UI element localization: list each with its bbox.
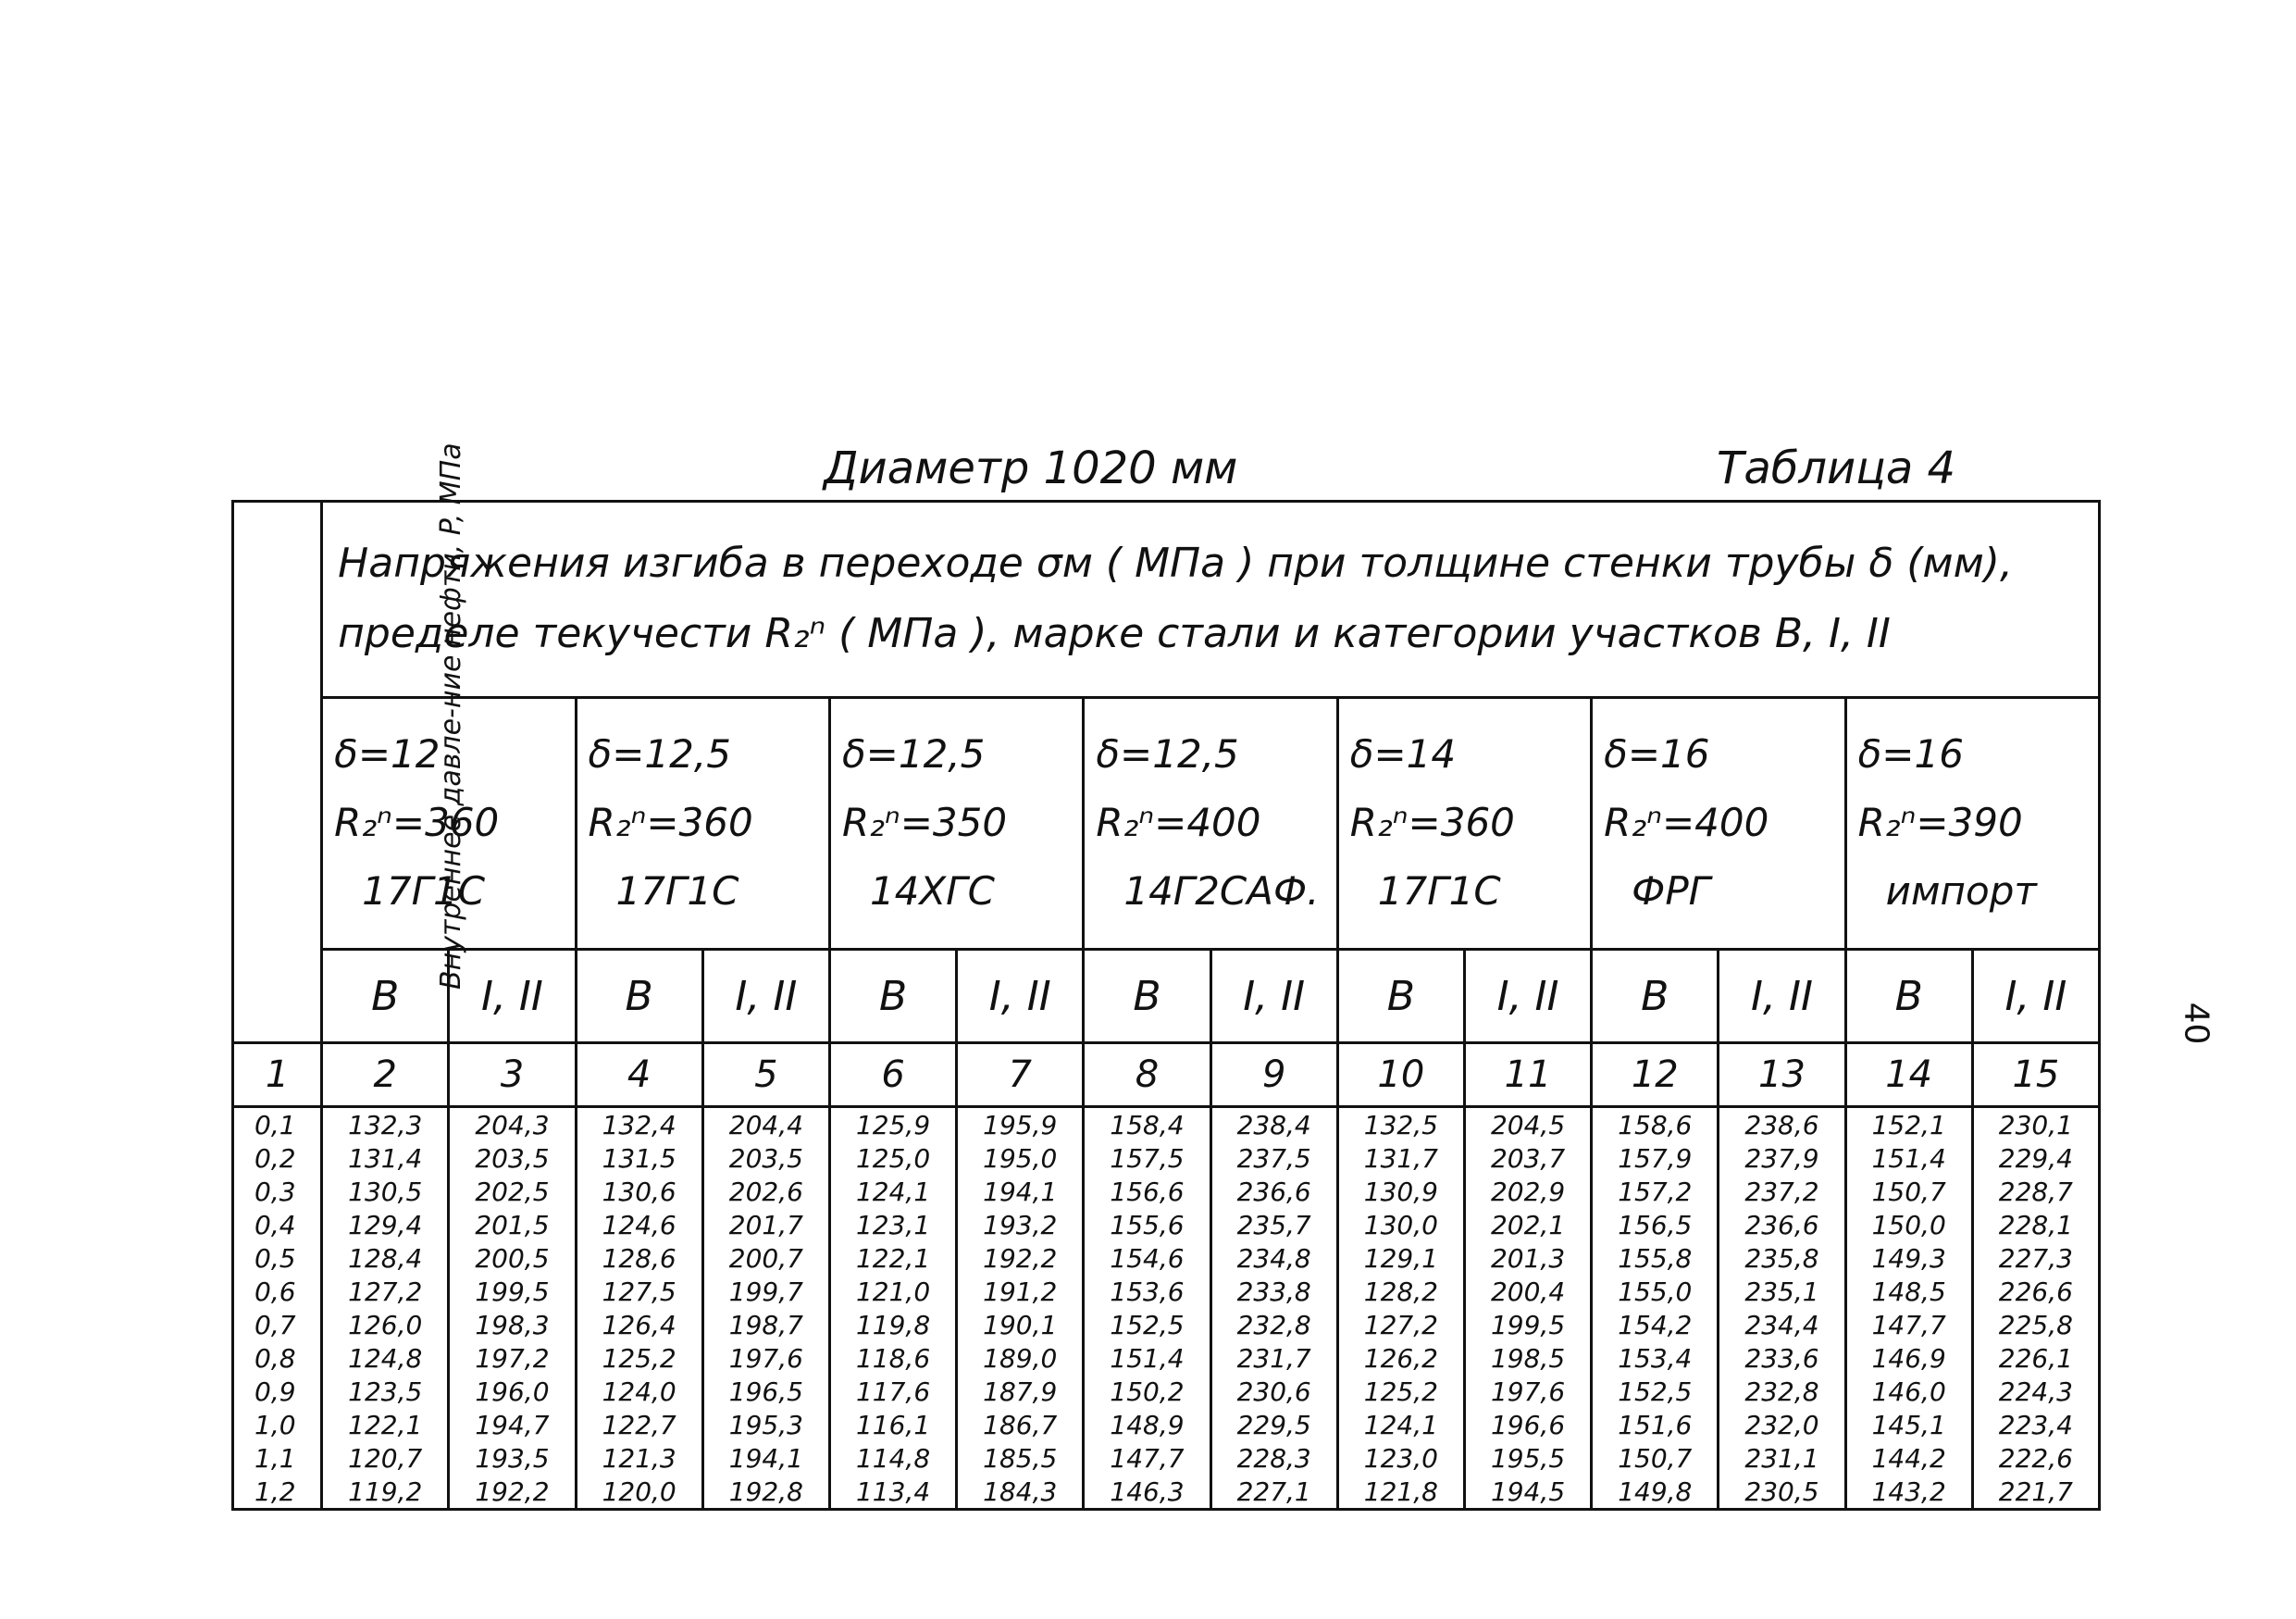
stress-value-cell: 186,7 xyxy=(957,1408,1084,1441)
stress-value-cell: 143,2 xyxy=(1845,1475,1972,1510)
stress-value-cell: 150,0 xyxy=(1845,1208,1972,1241)
stress-value-cell: 148,5 xyxy=(1845,1275,1972,1308)
stress-value-cell: 235,1 xyxy=(1719,1275,1845,1308)
stress-value-cell: 158,6 xyxy=(1592,1107,1719,1142)
column-number: 5 xyxy=(702,1043,829,1107)
stress-value-cell: 228,1 xyxy=(1972,1208,2099,1241)
category-header: I, II xyxy=(957,950,1084,1043)
stress-value-cell: 199,5 xyxy=(449,1275,576,1308)
stress-value-cell: 231,1 xyxy=(1719,1441,1845,1475)
stress-value-cell: 198,5 xyxy=(1464,1341,1591,1375)
stress-value-cell: 237,5 xyxy=(1210,1141,1337,1175)
stress-value-cell: 129,1 xyxy=(1337,1241,1464,1275)
stress-value-cell: 154,2 xyxy=(1592,1308,1719,1341)
stress-value-cell: 232,8 xyxy=(1719,1375,1845,1408)
stress-value-cell: 189,0 xyxy=(957,1341,1084,1375)
stress-value-cell: 233,8 xyxy=(1210,1275,1337,1308)
table-row xyxy=(233,1141,2100,1175)
pressure-cell: 1,1 xyxy=(233,1441,322,1475)
stress-value-cell: 128,6 xyxy=(576,1241,702,1275)
stress-value-cell: 203,5 xyxy=(449,1141,576,1175)
stress-value-cell: 122,7 xyxy=(576,1408,702,1441)
column-number: 2 xyxy=(322,1043,449,1107)
group-header xyxy=(1337,697,1591,949)
stress-value-cell: 152,5 xyxy=(1084,1308,1210,1341)
stress-value-cell: 113,4 xyxy=(829,1475,956,1510)
stress-value-cell: 124,1 xyxy=(829,1175,956,1208)
table-row xyxy=(233,1308,2100,1341)
category-header: В xyxy=(1845,950,1972,1043)
column-number: 11 xyxy=(1464,1043,1591,1107)
table-row xyxy=(233,1408,2100,1441)
column-number: 13 xyxy=(1719,1043,1845,1107)
column-number: 14 xyxy=(1845,1043,1972,1107)
group-header xyxy=(1845,697,2099,949)
stress-value-cell: 144,2 xyxy=(1845,1441,1972,1475)
stress-value-cell: 199,7 xyxy=(702,1275,829,1308)
column-number: 6 xyxy=(829,1043,956,1107)
group-steel-grade: ФРГ xyxy=(1632,868,1711,915)
stress-value-cell: 151,4 xyxy=(1084,1341,1210,1375)
stress-value-cell: 157,2 xyxy=(1592,1175,1719,1208)
group-steel-grade: 14Г2САФ. xyxy=(1123,868,1320,915)
stress-value-cell: 230,6 xyxy=(1210,1375,1337,1408)
stress-value-cell: 238,6 xyxy=(1719,1107,1845,1142)
column-number: 7 xyxy=(957,1043,1084,1107)
stress-value-cell: 199,5 xyxy=(1464,1308,1591,1341)
stress-value-cell: 190,1 xyxy=(957,1308,1084,1341)
stress-value-cell: 121,0 xyxy=(829,1275,956,1308)
stress-value-cell: 150,2 xyxy=(1084,1375,1210,1408)
stress-value-cell: 155,8 xyxy=(1592,1241,1719,1275)
stress-value-cell: 151,6 xyxy=(1592,1408,1719,1441)
stress-value-cell: 156,5 xyxy=(1592,1208,1719,1241)
table-row xyxy=(233,1375,2100,1408)
stress-value-cell: 118,6 xyxy=(829,1341,956,1375)
stress-value-cell: 152,1 xyxy=(1845,1107,1972,1142)
group-steel-grade: 17Г1С xyxy=(1377,868,1501,915)
stress-value-cell: 204,3 xyxy=(449,1107,576,1142)
group-steel-grade: импорт xyxy=(1885,868,2037,915)
stress-value-cell: 198,3 xyxy=(449,1308,576,1341)
column-number: 3 xyxy=(449,1043,576,1107)
category-header: I, II xyxy=(1210,950,1337,1043)
stress-value-cell: 200,7 xyxy=(702,1241,829,1275)
stress-value-cell: 126,0 xyxy=(322,1308,449,1341)
stress-value-cell: 184,3 xyxy=(957,1475,1084,1510)
category-header: I, II xyxy=(1719,950,1845,1043)
stress-value-cell: 194,1 xyxy=(702,1441,829,1475)
group-header xyxy=(1592,697,1845,949)
stress-value-cell: 231,7 xyxy=(1210,1341,1337,1375)
table-row xyxy=(233,1275,2100,1308)
stress-value-cell: 125,2 xyxy=(576,1341,702,1375)
column-number: 8 xyxy=(1084,1043,1210,1107)
category-header: В xyxy=(1084,950,1210,1043)
stress-value-cell: 132,5 xyxy=(1337,1107,1464,1142)
stress-value-cell: 228,3 xyxy=(1210,1441,1337,1475)
pressure-cell: 0,4 xyxy=(233,1208,322,1241)
column-number: 12 xyxy=(1592,1043,1719,1107)
stress-value-cell: 193,5 xyxy=(449,1441,576,1475)
stress-value-cell: 121,8 xyxy=(1337,1475,1464,1510)
table-row xyxy=(233,1241,2100,1275)
category-header: I, II xyxy=(1464,950,1591,1043)
stress-value-cell: 130,0 xyxy=(1337,1208,1464,1241)
column-number: 4 xyxy=(576,1043,702,1107)
stress-value-cell: 230,1 xyxy=(1972,1107,2099,1142)
stress-value-cell: 237,9 xyxy=(1719,1141,1845,1175)
stress-value-cell: 185,5 xyxy=(957,1441,1084,1475)
stress-value-cell: 192,8 xyxy=(702,1475,829,1510)
pressure-cell: 0,5 xyxy=(233,1241,322,1275)
stress-value-cell: 122,1 xyxy=(322,1408,449,1441)
category-header: В xyxy=(576,950,702,1043)
table-row xyxy=(233,1475,2100,1510)
table-row xyxy=(233,1208,2100,1241)
group-params: δ=12,5 R₂ⁿ=360 xyxy=(588,731,753,846)
stress-value-cell: 232,0 xyxy=(1719,1408,1845,1441)
stress-value-cell: 229,4 xyxy=(1972,1141,2099,1175)
stress-value-cell: 157,5 xyxy=(1084,1141,1210,1175)
category-header: В xyxy=(829,950,956,1043)
pressure-cell: 0,6 xyxy=(233,1275,322,1308)
stress-value-cell: 195,5 xyxy=(1464,1441,1591,1475)
stress-value-cell: 192,2 xyxy=(957,1241,1084,1275)
stress-value-cell: 146,3 xyxy=(1084,1475,1210,1510)
stress-value-cell: 155,6 xyxy=(1084,1208,1210,1241)
group-header xyxy=(576,697,829,949)
table-row xyxy=(233,1175,2100,1208)
table-label: Таблица 4 xyxy=(1717,442,1956,494)
stress-value-cell: 195,0 xyxy=(957,1141,1084,1175)
stress-value-cell: 236,6 xyxy=(1210,1175,1337,1208)
stress-value-cell: 114,8 xyxy=(829,1441,956,1475)
group-params: δ=16 R₂ⁿ=400 xyxy=(1604,731,1769,846)
stress-value-cell: 125,2 xyxy=(1337,1375,1464,1408)
stress-value-cell: 129,4 xyxy=(322,1208,449,1241)
pressure-cell: 0,7 xyxy=(233,1308,322,1341)
category-header: I, II xyxy=(702,950,829,1043)
stress-value-cell: 156,6 xyxy=(1084,1175,1210,1208)
stress-value-cell: 132,4 xyxy=(576,1107,702,1142)
stress-value-cell: 203,5 xyxy=(702,1141,829,1175)
stress-value-cell: 117,6 xyxy=(829,1375,956,1408)
stress-value-cell: 150,7 xyxy=(1845,1175,1972,1208)
stress-value-cell: 194,5 xyxy=(1464,1475,1591,1510)
stress-value-cell: 119,2 xyxy=(322,1475,449,1510)
page-title: Диаметр 1020 мм xyxy=(824,442,1238,494)
pressure-cell: 0,8 xyxy=(233,1341,322,1375)
stress-value-cell: 132,3 xyxy=(322,1107,449,1142)
main-header: Напряжения изгиба в переходе σм ( МПа ) при толщине стенки трубы δ (мм), пределе текучести R₂ⁿ ( МПа ), марке стали и категории участков В, I, II xyxy=(322,502,2100,698)
stress-value-cell: 221,7 xyxy=(1972,1475,2099,1510)
stress-value-cell: 201,7 xyxy=(702,1208,829,1241)
stress-value-cell: 194,1 xyxy=(957,1175,1084,1208)
stress-value-cell: 234,4 xyxy=(1719,1308,1845,1341)
stress-value-cell: 202,9 xyxy=(1464,1175,1591,1208)
group-header xyxy=(829,697,1083,949)
stress-value-cell: 223,4 xyxy=(1972,1408,2099,1441)
stress-value-cell: 155,0 xyxy=(1592,1275,1719,1308)
stress-value-cell: 158,4 xyxy=(1084,1107,1210,1142)
column-number: 9 xyxy=(1210,1043,1337,1107)
stress-value-cell: 122,1 xyxy=(829,1241,956,1275)
stress-value-cell: 124,8 xyxy=(322,1341,449,1375)
stress-value-cell: 197,6 xyxy=(702,1341,829,1375)
category-header: I, II xyxy=(1972,950,2099,1043)
stress-value-cell: 126,2 xyxy=(1337,1341,1464,1375)
stress-value-cell: 227,3 xyxy=(1972,1241,2099,1275)
pressure-cell: 1,0 xyxy=(233,1408,322,1441)
group-params: δ=12,5 R₂ⁿ=350 xyxy=(841,731,1008,846)
stress-value-cell: 120,7 xyxy=(322,1441,449,1475)
stress-value-cell: 126,4 xyxy=(576,1308,702,1341)
stress-value-cell: 131,5 xyxy=(576,1141,702,1175)
pressure-column-header-text: Внутреннее давле-ние нефти, P, МПа xyxy=(435,442,467,990)
stress-value-cell: 194,7 xyxy=(449,1408,576,1441)
stress-value-cell: 130,9 xyxy=(1337,1175,1464,1208)
stress-value-cell: 146,9 xyxy=(1845,1341,1972,1375)
stress-value-cell: 147,7 xyxy=(1845,1308,1972,1341)
stress-value-cell: 124,1 xyxy=(1337,1408,1464,1441)
stress-value-cell: 119,8 xyxy=(829,1308,956,1341)
stress-value-cell: 198,7 xyxy=(702,1308,829,1341)
table-row xyxy=(233,1441,2100,1475)
group-params: δ=12,5 R₂ⁿ=400 xyxy=(1096,731,1261,846)
header-row-1 xyxy=(233,502,2100,698)
stress-value-cell: 237,2 xyxy=(1719,1175,1845,1208)
group-params: δ=12 R₂ⁿ=360 xyxy=(334,731,500,846)
group-header xyxy=(1084,697,1337,949)
group-steel-grade: 14ХГС xyxy=(869,868,995,915)
stress-value-cell: 153,4 xyxy=(1592,1341,1719,1375)
stress-value-cell: 196,6 xyxy=(1464,1408,1591,1441)
header-row-column-numbers xyxy=(233,1043,2100,1107)
stress-value-cell: 238,4 xyxy=(1210,1107,1337,1142)
stress-value-cell: 202,5 xyxy=(449,1175,576,1208)
group-params: δ=16 R₂ⁿ=390 xyxy=(1857,731,2023,846)
stress-value-cell: 228,7 xyxy=(1972,1175,2099,1208)
stress-value-cell: 130,6 xyxy=(576,1175,702,1208)
stress-value-cell: 125,9 xyxy=(829,1107,956,1142)
table-row xyxy=(233,1341,2100,1375)
group-params: δ=14 R₂ⁿ=360 xyxy=(1349,731,1515,846)
category-header: В xyxy=(1337,950,1464,1043)
stress-value-cell: 193,2 xyxy=(957,1208,1084,1241)
stress-value-cell: 195,9 xyxy=(957,1107,1084,1142)
stress-value-cell: 204,5 xyxy=(1464,1107,1591,1142)
stress-value-cell: 123,0 xyxy=(1337,1441,1464,1475)
stress-value-cell: 201,3 xyxy=(1464,1241,1591,1275)
stress-value-cell: 192,2 xyxy=(449,1475,576,1510)
stress-value-cell: 222,6 xyxy=(1972,1441,2099,1475)
header-row-groups xyxy=(233,697,2100,949)
pressure-cell: 1,2 xyxy=(233,1475,322,1510)
stress-value-cell: 224,3 xyxy=(1972,1375,2099,1408)
stress-value-cell: 128,4 xyxy=(322,1241,449,1275)
stress-value-cell: 227,1 xyxy=(1210,1475,1337,1510)
stress-value-cell: 226,1 xyxy=(1972,1341,2099,1375)
stress-value-cell: 157,9 xyxy=(1592,1141,1719,1175)
pressure-cell: 0,9 xyxy=(233,1375,322,1408)
stress-value-cell: 120,0 xyxy=(576,1475,702,1510)
stress-value-cell: 196,0 xyxy=(449,1375,576,1408)
stress-value-cell: 226,6 xyxy=(1972,1275,2099,1308)
column-number: 10 xyxy=(1337,1043,1464,1107)
header-row-categories xyxy=(233,950,2100,1043)
stress-value-cell: 225,8 xyxy=(1972,1308,2099,1341)
stress-value-cell: 127,5 xyxy=(576,1275,702,1308)
stress-value-cell: 232,8 xyxy=(1210,1308,1337,1341)
stress-value-cell: 187,9 xyxy=(957,1375,1084,1408)
stress-value-cell: 202,6 xyxy=(702,1175,829,1208)
pressure-cell: 0,3 xyxy=(233,1175,322,1208)
group-steel-grade: 17Г1С xyxy=(362,868,486,915)
page-number: 40 xyxy=(2177,1002,2215,1045)
pressure-cell: 0,1 xyxy=(233,1107,322,1142)
table-row xyxy=(233,1107,2100,1142)
stress-value-cell: 146,0 xyxy=(1845,1375,1972,1408)
stress-value-cell: 150,7 xyxy=(1592,1441,1719,1475)
stress-value-cell: 196,5 xyxy=(702,1375,829,1408)
stress-value-cell: 236,6 xyxy=(1719,1208,1845,1241)
stress-value-cell: 152,5 xyxy=(1592,1375,1719,1408)
stress-value-cell: 123,1 xyxy=(829,1208,956,1241)
stress-value-cell: 149,3 xyxy=(1845,1241,1972,1275)
stress-value-cell: 230,5 xyxy=(1719,1475,1845,1510)
stress-value-cell: 131,4 xyxy=(322,1141,449,1175)
stress-value-cell: 154,6 xyxy=(1084,1241,1210,1275)
stress-value-cell: 123,5 xyxy=(322,1375,449,1408)
stress-value-cell: 197,6 xyxy=(1464,1375,1591,1408)
stress-value-cell: 127,2 xyxy=(1337,1308,1464,1341)
stress-value-cell: 202,1 xyxy=(1464,1208,1591,1241)
stress-value-cell: 124,6 xyxy=(576,1208,702,1241)
stress-value-cell: 147,7 xyxy=(1084,1441,1210,1475)
stress-value-cell: 148,9 xyxy=(1084,1408,1210,1441)
stress-value-cell: 127,2 xyxy=(322,1275,449,1308)
group-steel-grade: 17Г1С xyxy=(615,868,739,915)
column-number: 1 xyxy=(233,1043,322,1107)
stress-value-cell: 131,7 xyxy=(1337,1141,1464,1175)
stress-value-cell: 191,2 xyxy=(957,1275,1084,1308)
stress-value-cell: 229,5 xyxy=(1210,1408,1337,1441)
stress-value-cell: 128,2 xyxy=(1337,1275,1464,1308)
category-header: В xyxy=(1592,950,1719,1043)
stress-value-cell: 235,7 xyxy=(1210,1208,1337,1241)
stress-value-cell: 124,0 xyxy=(576,1375,702,1408)
stress-value-cell: 145,1 xyxy=(1845,1408,1972,1441)
column-number: 15 xyxy=(1972,1043,2099,1107)
stress-value-cell: 151,4 xyxy=(1845,1141,1972,1175)
stress-value-cell: 116,1 xyxy=(829,1408,956,1441)
stress-value-cell: 153,6 xyxy=(1084,1275,1210,1308)
stress-value-cell: 235,8 xyxy=(1719,1241,1845,1275)
stress-value-cell: 201,5 xyxy=(449,1208,576,1241)
category-header: I, II xyxy=(449,950,576,1043)
stress-value-cell: 125,0 xyxy=(829,1141,956,1175)
stress-value-cell: 200,5 xyxy=(449,1241,576,1275)
stress-value-cell: 197,2 xyxy=(449,1341,576,1375)
stress-value-cell: 130,5 xyxy=(322,1175,449,1208)
stress-value-cell: 121,3 xyxy=(576,1441,702,1475)
stress-value-cell: 195,3 xyxy=(702,1408,829,1441)
pressure-cell: 0,2 xyxy=(233,1141,322,1175)
stress-value-cell: 203,7 xyxy=(1464,1141,1591,1175)
category-header: В xyxy=(322,950,449,1043)
stress-value-cell: 149,8 xyxy=(1592,1475,1719,1510)
stress-value-cell: 204,4 xyxy=(702,1107,829,1142)
stress-value-cell: 234,8 xyxy=(1210,1241,1337,1275)
stress-value-cell: 233,6 xyxy=(1719,1341,1845,1375)
stress-value-cell: 200,4 xyxy=(1464,1275,1591,1308)
